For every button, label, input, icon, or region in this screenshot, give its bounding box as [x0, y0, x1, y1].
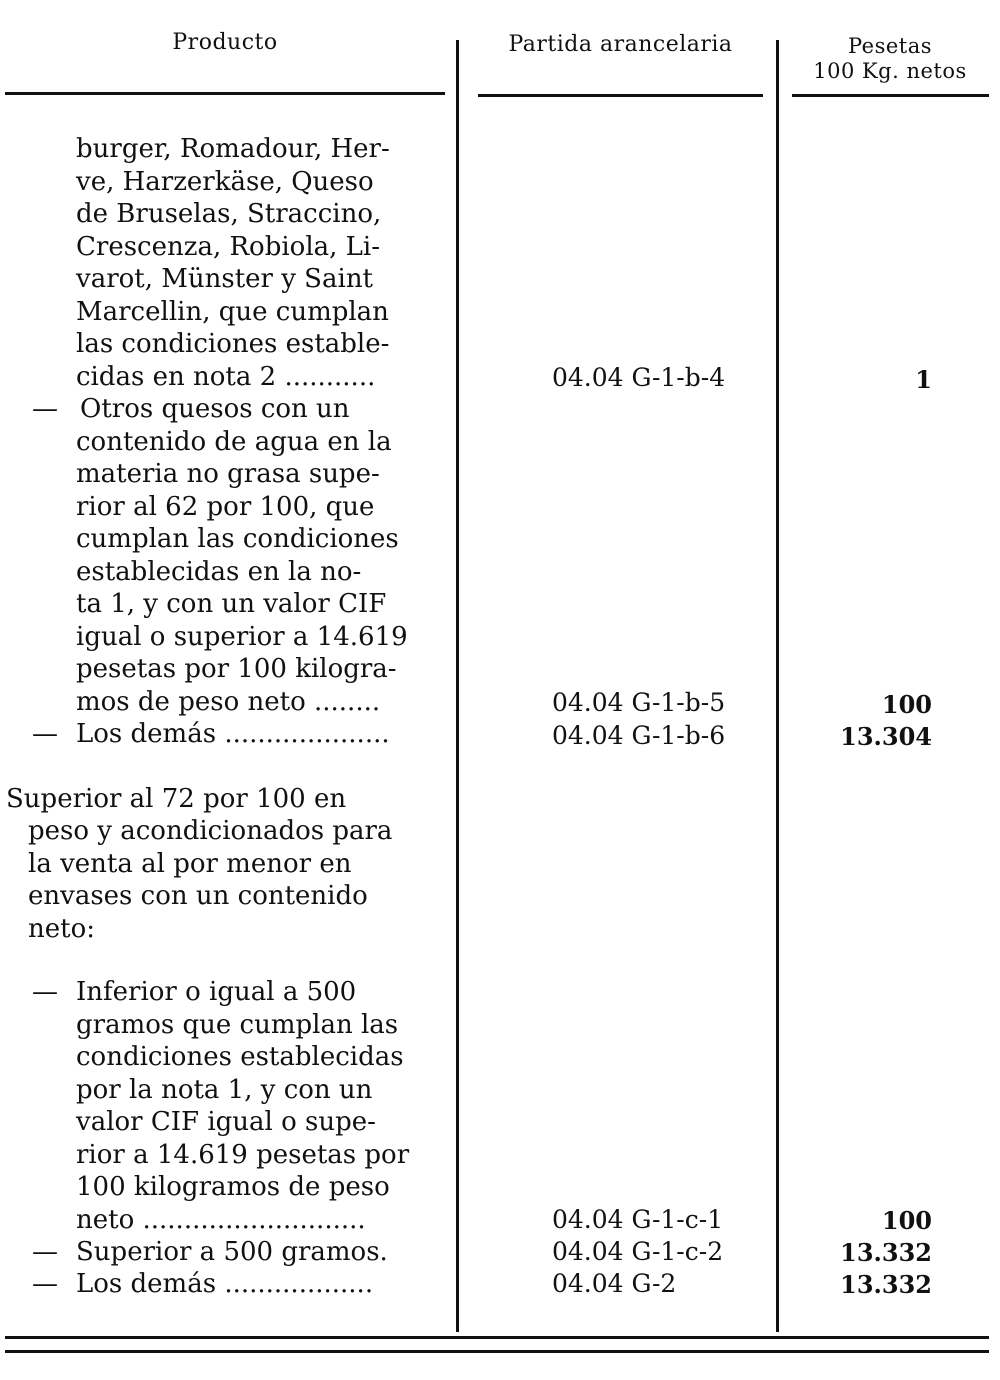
tariff-code: 04.04 G-1-c-1 — [552, 1205, 724, 1234]
tariff-code: 04.04 G-1-c-2 — [552, 1237, 724, 1266]
bottom-rule-1 — [5, 1336, 989, 1339]
tariff-code: 04.04 G-1-b-6 — [552, 721, 726, 750]
text-line: pesetas por 100 kilogra- — [76, 654, 397, 684]
dash-bullet: — — [32, 1269, 58, 1299]
text-line: burger, Romadour, Her- — [76, 134, 390, 164]
text-line: neto ........................... — [76, 1205, 366, 1235]
text-line: gramos que cumplan las — [76, 1010, 399, 1040]
tariff-code: 04.04 G-2 — [552, 1269, 677, 1298]
text-line: Crescenza, Robiola, Li- — [76, 232, 381, 262]
text-line: varot, Münster y Saint — [76, 264, 374, 294]
text-line: cidas en nota 2 ........... — [76, 362, 376, 392]
pesetas-value: 100 — [881, 1206, 932, 1235]
text-line: peso y acondicionados para — [28, 816, 393, 846]
bottom-rule-2 — [5, 1350, 989, 1353]
text-line: Los demás .................. — [76, 1269, 374, 1299]
column-header-producto: Producto — [172, 30, 278, 55]
text-line: envases con un contenido — [28, 881, 368, 911]
text-line: mos de peso neto ........ — [76, 687, 381, 717]
column-header-partida: Partida arancelaria — [508, 32, 733, 57]
column-header-pesetas — [790, 34, 990, 84]
dash-bullet: — — [32, 1237, 58, 1267]
pesetas-value: 13.332 — [840, 1238, 932, 1267]
text-line: contenido de agua en la — [76, 427, 392, 457]
text-line: ve, Harzerkäse, Queso — [76, 167, 374, 197]
text-line: rior al 62 por 100, que — [76, 492, 375, 522]
text-line: Marcellin, que cumplan — [76, 297, 389, 327]
text-line: neto: — [28, 914, 95, 944]
column-header-pesetas-line1: Pesetas — [847, 34, 933, 58]
dash-bullet: — — [32, 719, 58, 749]
text-line: ta 1, y con un valor CIF — [76, 589, 387, 619]
text-line: establecidas en la no- — [76, 557, 362, 587]
header-rule-col3 — [792, 94, 989, 97]
text-line: valor CIF igual o supe- — [76, 1107, 376, 1137]
column-divider-2 — [776, 40, 779, 1332]
text-line: Superior a 500 gramos. — [76, 1237, 388, 1267]
pesetas-value: 1 — [915, 365, 932, 394]
text-line: por la nota 1, y con un — [76, 1075, 373, 1105]
text-line: la venta al por menor en — [28, 849, 352, 879]
text-line: Superior al 72 por 100 en — [6, 784, 347, 814]
text-line: Los demás .................... — [76, 719, 390, 749]
pesetas-value: 13.304 — [840, 722, 932, 751]
text-line: las condiciones estable- — [76, 329, 390, 359]
text-line: Otros quesos con un — [80, 394, 350, 424]
text-line: de Bruselas, Straccino, — [76, 199, 382, 229]
pesetas-value: 100 — [881, 690, 932, 719]
tariff-code: 04.04 G-1-b-5 — [552, 688, 726, 717]
tariff-code: 04.04 G-1-b-4 — [552, 363, 726, 392]
text-line: condiciones establecidas — [76, 1042, 404, 1072]
text-line: materia no grasa supe- — [76, 459, 380, 489]
header-rule-col2 — [478, 94, 763, 97]
text-line: igual o superior a 14.619 — [76, 622, 408, 652]
text-line: 100 kilogramos de peso — [76, 1172, 390, 1202]
column-header-pesetas-line2: 100 Kg. netos — [813, 59, 967, 83]
text-line: Inferior o igual a 500 — [76, 977, 357, 1007]
text-line: cumplan las condiciones — [76, 524, 399, 554]
column-divider-1 — [456, 40, 459, 1332]
dash-bullet: — — [32, 977, 58, 1007]
header-rule-col1 — [5, 92, 445, 95]
pesetas-value: 13.332 — [840, 1270, 932, 1299]
dash-bullet: — — [32, 394, 58, 424]
text-line: rior a 14.619 pesetas por — [76, 1140, 410, 1170]
